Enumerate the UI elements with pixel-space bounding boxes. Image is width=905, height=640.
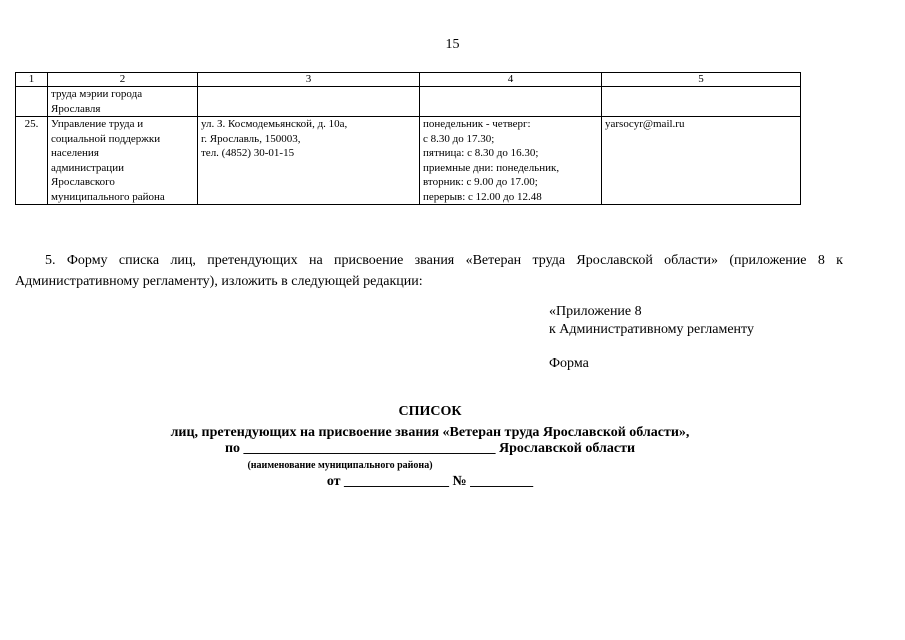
- table-row: [16, 87, 801, 117]
- body-paragraph: 5. Форму списка лиц, претендующих на присвоение звания «Ветеран труда Ярославской области» (приложение 8 к Административному регламенту), изложить в следующей редакции:: [15, 253, 843, 289]
- email-cell: yarsocyr@mail.ru: [602, 117, 801, 205]
- address-cell: [198, 87, 420, 117]
- column-header: 4: [420, 73, 602, 87]
- appendix-reference: [549, 303, 754, 339]
- appendix-line: к Административному регламенту: [549, 322, 754, 337]
- institution-name-cell: труда мэрии города Ярославля: [48, 87, 198, 117]
- page-number: 15: [445, 37, 460, 52]
- institutions-table: [15, 72, 801, 205]
- date-number-line: от _______________ № _________: [326, 474, 534, 489]
- email-cell: [602, 87, 801, 117]
- schedule-cell: понедельник - четверг: с 8.30 до 17.30; пятница: с 8.30 до 16.30; приемные дни: понедельник, вторник: с 9.00 до 17.00; перерыв: с 12.00 до 12.48: [420, 117, 602, 205]
- district-line: по ____________________________________ Ярославской области: [224, 441, 636, 456]
- schedule-cell: [420, 87, 602, 117]
- form-label: Форма: [549, 356, 589, 371]
- address-cell: ул. З. Космодемьянской, д. 10а, г. Ярославль, 150003, тел. (4852) 30-01-15: [198, 117, 420, 205]
- institution-name-cell: Управление труда и социальной поддержки населения администрации Ярославского муниципального района: [48, 117, 198, 205]
- district-caption: (наименование муниципального района): [247, 460, 433, 471]
- column-header: 5: [602, 73, 801, 87]
- table-row: [16, 117, 801, 205]
- table-header-row: [16, 73, 801, 87]
- document-title: СПИСОК: [398, 404, 462, 419]
- row-number-cell: 25.: [16, 117, 48, 205]
- column-header: 3: [198, 73, 420, 87]
- column-header: 2: [48, 73, 198, 87]
- document-subtitle: лиц, претендующих на присвоение звания «Ветеран труда Ярославской области»,: [170, 425, 690, 440]
- appendix-line: «Приложение 8: [549, 304, 642, 319]
- row-number-cell: [16, 87, 48, 117]
- column-header: 1: [16, 73, 48, 87]
